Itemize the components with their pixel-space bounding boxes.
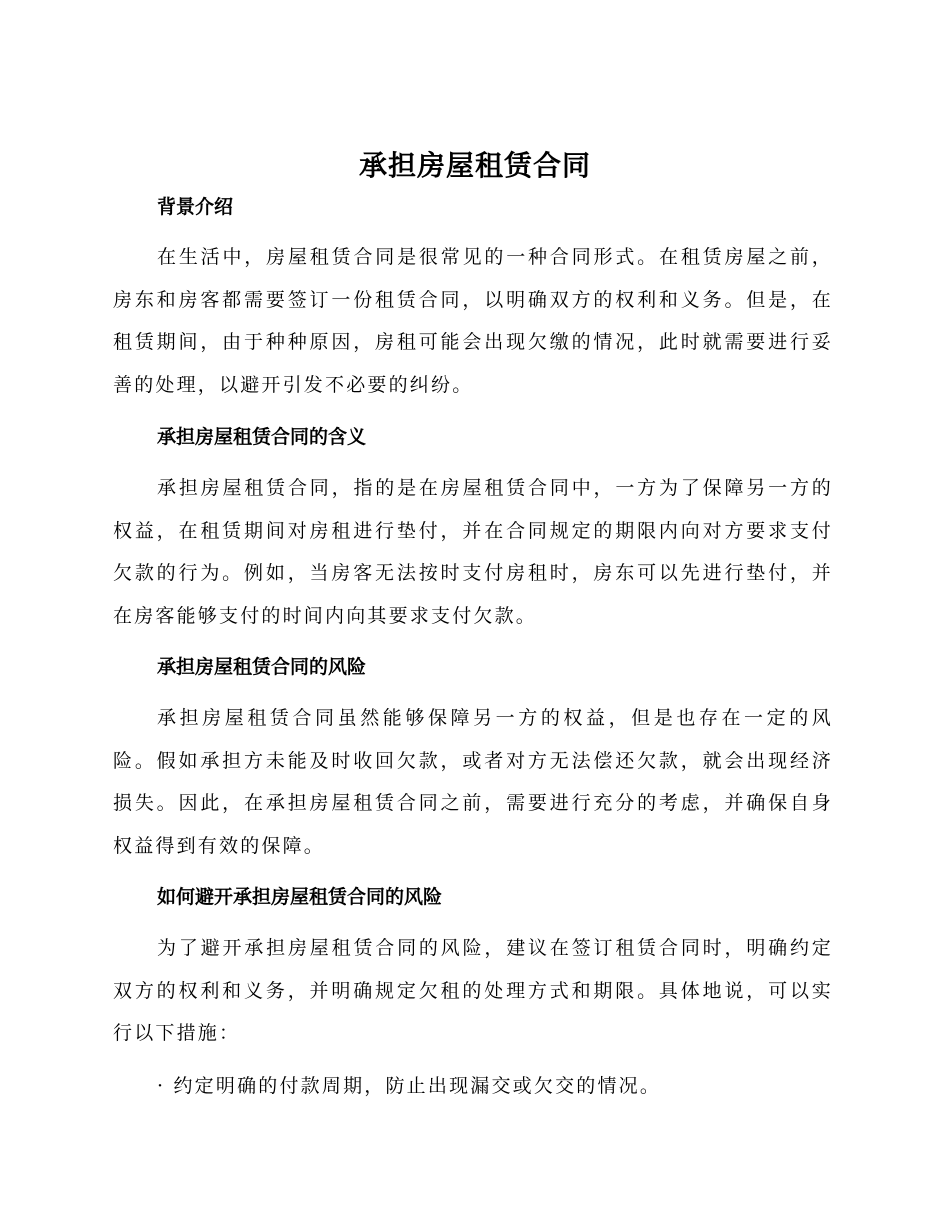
section-paragraph-avoid-risk: 为了避开承担房屋租赁合同的风险，建议在签订租赁合同时，明确约定双方的权利和义务，并明确规定欠租的处理方式和期限。具体地说，可以实行以下措施： [113,937,833,1044]
section-paragraph-background: 在生活中，房屋租赁合同是很常见的一种合同形式。在租赁房屋之前，房东和房客都需要签订一份租赁合同，以明确双方的权利和义务。但是，在租赁期间，由于种种原因，房租可能会出现欠缴的情况，此时就需要进行妥善的处理，以避开引发不必要的纠纷。 [113,246,833,396]
section-heading-risk: 承担房屋租赁合同的风险 [157,656,367,678]
section-heading-avoid-risk: 如何避开承担房屋租赁合同的风险 [157,886,443,908]
section-paragraph-meaning: 承担房屋租赁合同，指的是在房屋租赁合同中，一方为了保障另一方的权益，在租赁期间对房租进行垫付，并在合同规定的期限内向对方要求支付欠款的行为。例如，当房客无法按时支付房租时，房东可以先进行垫付，并在房客能够支付的时间内向其要求支付欠款。 [113,477,833,627]
list-item: · 约定明确的付款周期，防止出现漏交或欠交的情况。 [157,1075,662,1097]
document-title: 承担房屋租赁合同 [358,149,591,182]
section-paragraph-risk: 承担房屋租赁合同虽然能够保障另一方的权益，但是也存在一定的风险。假如承担方未能及时收回欠款，或者对方无法偿还欠款，就会出现经济损失。因此，在承担房屋租赁合同之前，需要进行充分的考虑，并确保自身权益得到有效的保障。 [113,707,833,857]
section-heading-meaning: 承担房屋租赁合同的含义 [157,426,367,448]
section-heading-background: 背景介绍 [157,196,234,218]
